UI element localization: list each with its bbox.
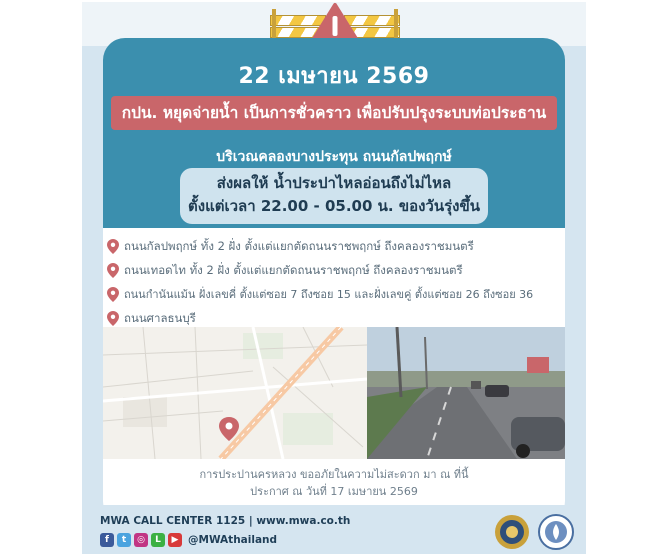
impact-line-1: ส่งผลให้ น้ำประปาไหลอ่อนถึงไม่ไหล — [216, 174, 452, 192]
affected-roads-list — [103, 235, 565, 331]
affected-area: บริเวณคลองบางประทุน ถนนกัลปพฤกษ์ — [216, 149, 452, 165]
twitter-icon[interactable]: t — [117, 533, 131, 547]
location-pin-icon — [107, 263, 119, 278]
call-center-text: MWA CALL CENTER 1125 | www.mwa.co.th — [100, 515, 351, 527]
road-text: ถนนกัลปพฤกษ์ ทั้ง 2 ฝั่ง ตั้งแต่แยกตัดถนนราชพฤกษ์ ถึงคลองราชมนตรี — [124, 239, 474, 253]
apology-text: การประปานครหลวง ขออภัยในความไม่สะดวก มา ณ ที่นี้ — [199, 468, 469, 481]
list-item — [103, 283, 565, 306]
road-text: ถนนกำนันแม้น ฝั่งเลขคี่ ตั้งแต่ซอย 7 ถึงซอย 15 และฝั่งเลขคู่ ตั้งแต่ซอย 26 ถึงซอย 36 — [124, 288, 534, 301]
apology-note — [103, 466, 565, 500]
list-item — [103, 259, 565, 282]
instagram-icon[interactable]: ◎ — [134, 533, 148, 547]
mwa-emblem-logo — [494, 514, 530, 550]
line-icon[interactable]: L — [151, 533, 165, 547]
area-map — [103, 327, 367, 459]
notice-panel — [103, 38, 565, 523]
location-pin-icon — [107, 287, 119, 302]
notice-poster — [82, 2, 586, 554]
impact-line-2: ตั้งแต่เวลา 22.00 - 05.00 น. ของวันรุ่งขึ้น — [188, 197, 480, 215]
notice-date: 22 เมษายน 2569 — [238, 64, 430, 89]
road-text: ถนนเทอดไท ทั้ง 2 ฝั่ง ตั้งแต่แยกตัดถนนราชพฤกษ์ ถึงคลองราชมนตรี — [124, 263, 463, 277]
facebook-icon[interactable]: f — [100, 533, 114, 547]
location-pin-icon — [107, 311, 119, 326]
road-text: ถนนศาลธนบุรี — [124, 311, 196, 325]
social-handle[interactable]: @MWAthailand — [188, 534, 278, 546]
location-pin-icon — [107, 239, 119, 254]
social-links — [100, 533, 277, 547]
footer — [82, 505, 586, 554]
impact-box — [180, 168, 488, 224]
list-item — [103, 235, 565, 258]
announcement-date: ประกาศ ณ วันที่ 17 เมษายน 2569 — [250, 485, 418, 498]
youtube-icon[interactable]: ▶ — [168, 533, 182, 547]
mwa-seal-logo — [538, 514, 574, 550]
notice-headline: กปน. หยุดจ่ายน้ำ เป็นการชั่วคราว เพื่อปรับปรุงระบบท่อประธาน — [111, 96, 557, 130]
street-photo — [367, 327, 565, 459]
